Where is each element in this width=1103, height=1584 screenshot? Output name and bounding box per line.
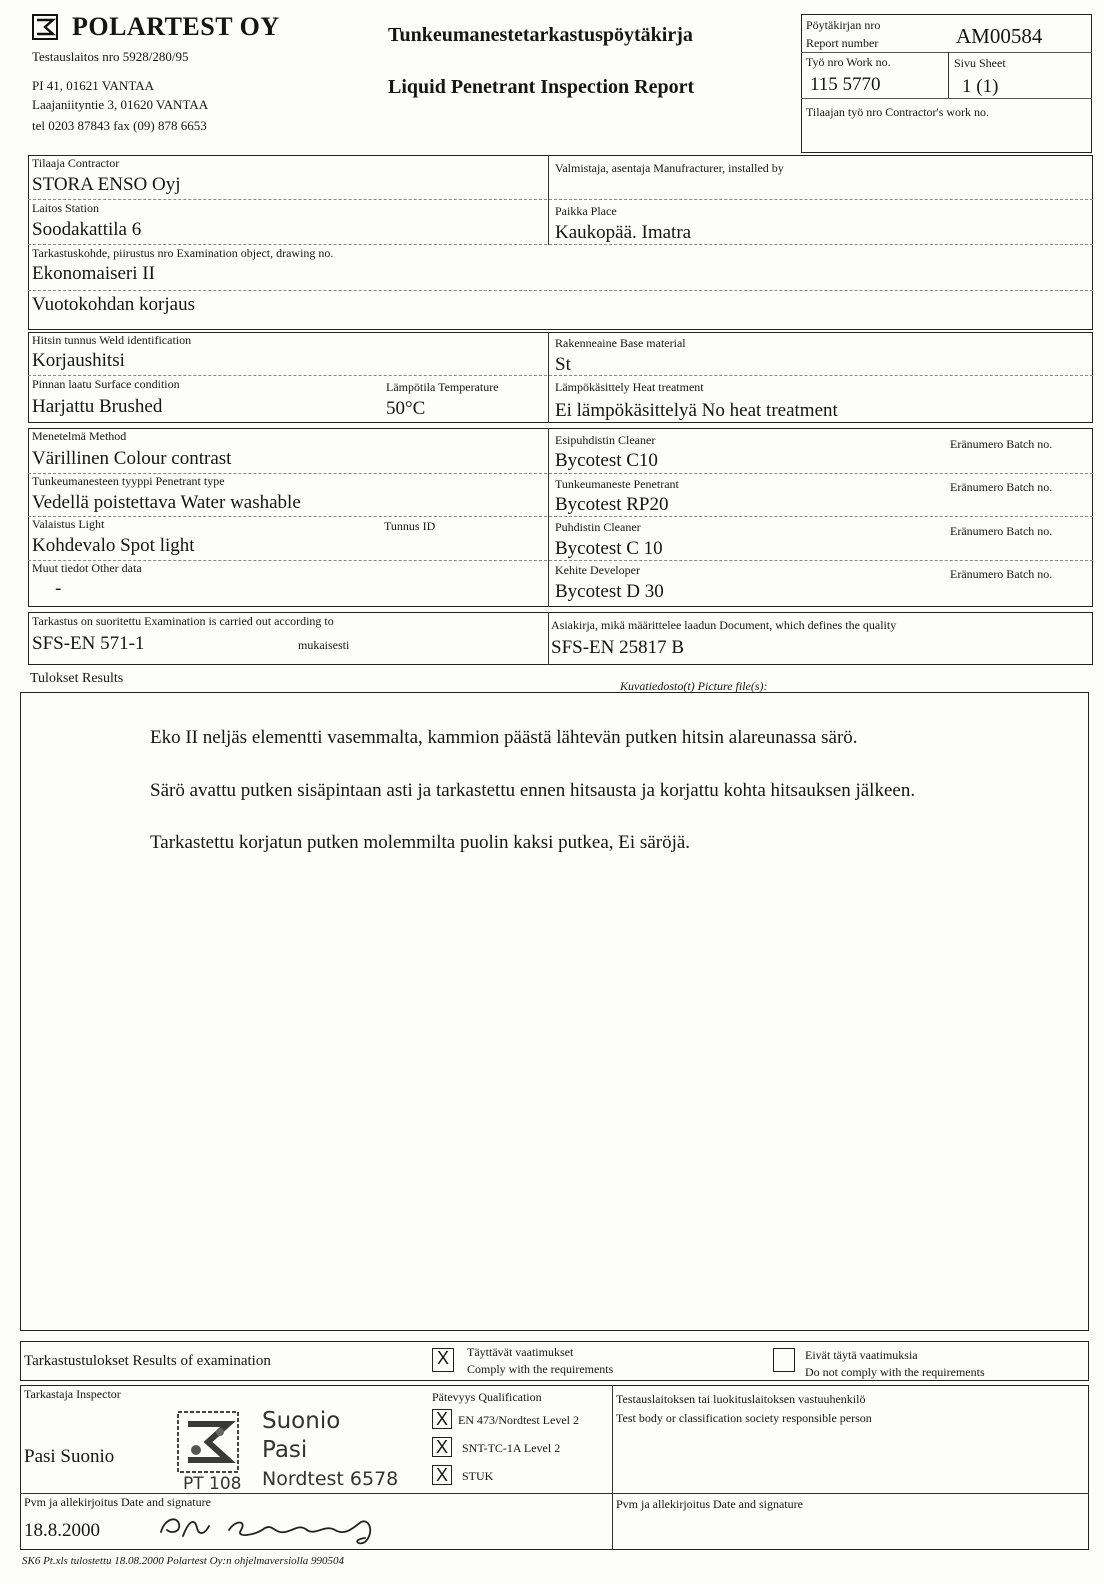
qualification-label-1: EN 473/Nordtest Level 2 [458, 1413, 579, 1427]
comply-label-en: Comply with the requirements [467, 1362, 614, 1376]
developer-label: Kehite Developer [555, 563, 640, 577]
heat-treatment-label: Lämpökäsittely Heat treatment [555, 380, 704, 394]
stamp-code: PT 108 [183, 1474, 242, 1494]
test-body-label-2: Test body or classification society responsible person [616, 1411, 872, 1425]
batch-label-4: Eränumero Batch no. [950, 567, 1053, 581]
surface-label: Pinnan laatu Surface condition [32, 377, 180, 391]
temperature-label: Lämpötila Temperature [386, 380, 499, 394]
object-value-2: Vuotokohdan korjaus [32, 294, 195, 315]
not-comply-checkbox[interactable] [773, 1348, 795, 1372]
qualification-label-3: STUK [462, 1469, 494, 1483]
contractor-work-label: Tilaajan työ nro Contractor's work no. [806, 105, 990, 119]
weld-value: Korjaushitsi [32, 350, 125, 371]
contractor-value: STORA ENSO Oyj [32, 174, 181, 195]
qualification-checkbox-3[interactable]: X [432, 1465, 452, 1485]
test-body-label-1: Testauslaitoksen tai luokituslaitoksen vastuuhenkilö [616, 1392, 866, 1406]
not-comply-label-en: Do not comply with the requirements [805, 1365, 985, 1379]
examination-label: Tarkastustulokset Results of examination [24, 1353, 271, 1369]
result-line-3: Tarkastettu korjatun putken molemmilta puolin kaksi putkea, Ei säröjä. [150, 832, 691, 853]
penetrant-type-label: Tunkeumanesteen tyyppi Penetrant type [32, 474, 225, 488]
title-fi: Tunkeumanestetarkastuspöytäkirja [388, 24, 693, 46]
surface-value: Harjattu Brushed [32, 396, 163, 417]
qualification-label-2: SNT-TC-1A Level 2 [462, 1441, 561, 1455]
place-label: Paikka Place [555, 204, 617, 218]
developer-value: Bycotest D 30 [555, 581, 664, 602]
qualification-checkbox-2[interactable]: X [432, 1437, 452, 1457]
signature-icon [155, 1510, 385, 1546]
contractor-label: Tilaaja Contractor [32, 156, 120, 170]
manufacturer-label: Valmistaja, asentaja Manufracturer, installed by [555, 161, 784, 175]
inspection-date: 18.8.2000 [24, 1520, 100, 1541]
company-po-box: PI 41, 01621 VANTAA [32, 78, 154, 93]
work-no-label: Työ nro Work no. [806, 55, 891, 69]
light-value: Kohdevalo Spot light [32, 535, 195, 556]
company-phone: tel 0203 87843 fax (09) 878 6653 [32, 118, 207, 133]
according-suffix: mukaisesti [298, 638, 350, 652]
company-logo-icon [32, 14, 58, 40]
results-label: Tulokset Results [30, 671, 124, 686]
qualification-label: Pätevyys Qualification [432, 1390, 542, 1404]
date-signature-label: Pvm ja allekirjoitus Date and signature [24, 1495, 211, 1509]
object-label: Tarkastuskohde, piirustus nro Examination object, drawing no. [32, 246, 334, 260]
base-material-label: Rakenneaine Base material [555, 336, 686, 350]
according-value: SFS-EN 571-1 [32, 633, 145, 654]
cleaner-label: Esipuhdistin Cleaner [555, 433, 656, 447]
stamp-line1: Suonio [262, 1408, 341, 1434]
method-value: Värillinen Colour contrast [32, 448, 232, 469]
id-label: Tunnus ID [384, 519, 436, 533]
comply-label-fi: Täyttävät vaatimukset [467, 1345, 574, 1359]
lab-number: Testauslaitos nro 5928/280/95 [32, 49, 189, 64]
base-material-value: St [555, 354, 571, 375]
other-data-value: - [55, 578, 62, 599]
batch-label-1: Eränumero Batch no. [950, 437, 1053, 451]
remover-value: Bycotest C 10 [555, 538, 663, 559]
qualification-checkbox-1[interactable]: X [432, 1409, 452, 1429]
temperature-value: 50°C [386, 398, 426, 419]
place-value: Kaukopää. Imatra [555, 222, 692, 243]
result-line-1: Eko II neljäs elementti vasemmalta, kammion päästä lähtevän putken hitsin alareunassa särö. [150, 727, 858, 748]
remover-label: Puhdistin Cleaner [555, 520, 641, 534]
penetrant-value: Bycotest RP20 [555, 494, 669, 515]
inspector-stamp-icon [176, 1410, 240, 1474]
sheet-label: Sivu Sheet [954, 56, 1006, 70]
report-number-label-fi: Pöytäkirjan nro [806, 18, 881, 32]
document-label: Asiakirja, mikä määrittelee laadun Document, which defines the quality [551, 618, 897, 632]
heat-treatment-value: Ei lämpökäsittelyä No heat treatment [555, 400, 838, 421]
method-label: Menetelmä Method [32, 429, 127, 443]
sheet: 1 (1) [962, 76, 999, 97]
title-en: Liquid Penetrant Inspection Report [388, 76, 695, 98]
work-no: 115 5770 [810, 74, 881, 95]
light-label: Valaistus Light [32, 517, 105, 531]
batch-label-2: Eränumero Batch no. [950, 480, 1053, 494]
station-value: Soodakattila 6 [32, 219, 142, 240]
comply-checkbox[interactable]: X [432, 1348, 454, 1372]
date-signature-label-2: Pvm ja allekirjoitus Date and signature [616, 1497, 803, 1511]
company-street: Laajaniityntie 3, 01620 VANTAA [32, 97, 209, 112]
picture-files-label: Kuvatiedosto(t) Picture file(s): [620, 679, 768, 693]
inspector-name: Pasi Suonio [24, 1446, 115, 1467]
other-data-label: Muut tiedot Other data [32, 561, 142, 575]
footer-text: SK6 Pt.xls tulostettu 18.08.2000 Polartest Oy:n ohjelmaversiolla 990504 [22, 1555, 345, 1567]
batch-label-3: Eränumero Batch no. [950, 524, 1053, 538]
station-label: Laitos Station [32, 201, 99, 215]
result-line-2: Särö avattu putken sisäpintaan asti ja tarkastettu ennen hitsausta ja korjattu kohta hitsauksen jälkeen. [150, 780, 916, 801]
company-name: POLARTEST OY [72, 12, 280, 41]
according-label: Tarkastus on suoritettu Examination is carried out according to [32, 614, 334, 628]
stamp-line2: Pasi [262, 1437, 308, 1463]
not-comply-label-fi: Eivät täytä vaatimuksia [805, 1348, 918, 1362]
weld-label: Hitsin tunnus Weld identification [32, 333, 192, 347]
object-value: Ekonomaiseri II [32, 263, 155, 284]
document-value: SFS-EN 25817 B [551, 637, 685, 658]
inspector-label: Tarkastaja Inspector [24, 1387, 121, 1401]
stamp-line3: Nordtest 6578 [262, 1468, 399, 1490]
cleaner-value: Bycotest C10 [555, 450, 658, 471]
report-number: AM00584 [956, 24, 1043, 48]
report-number-label-en: Report number [806, 36, 879, 50]
penetrant-label: Tunkeumaneste Penetrant [555, 477, 679, 491]
penetrant-type-value: Vedellä poistettava Water washable [32, 492, 301, 513]
